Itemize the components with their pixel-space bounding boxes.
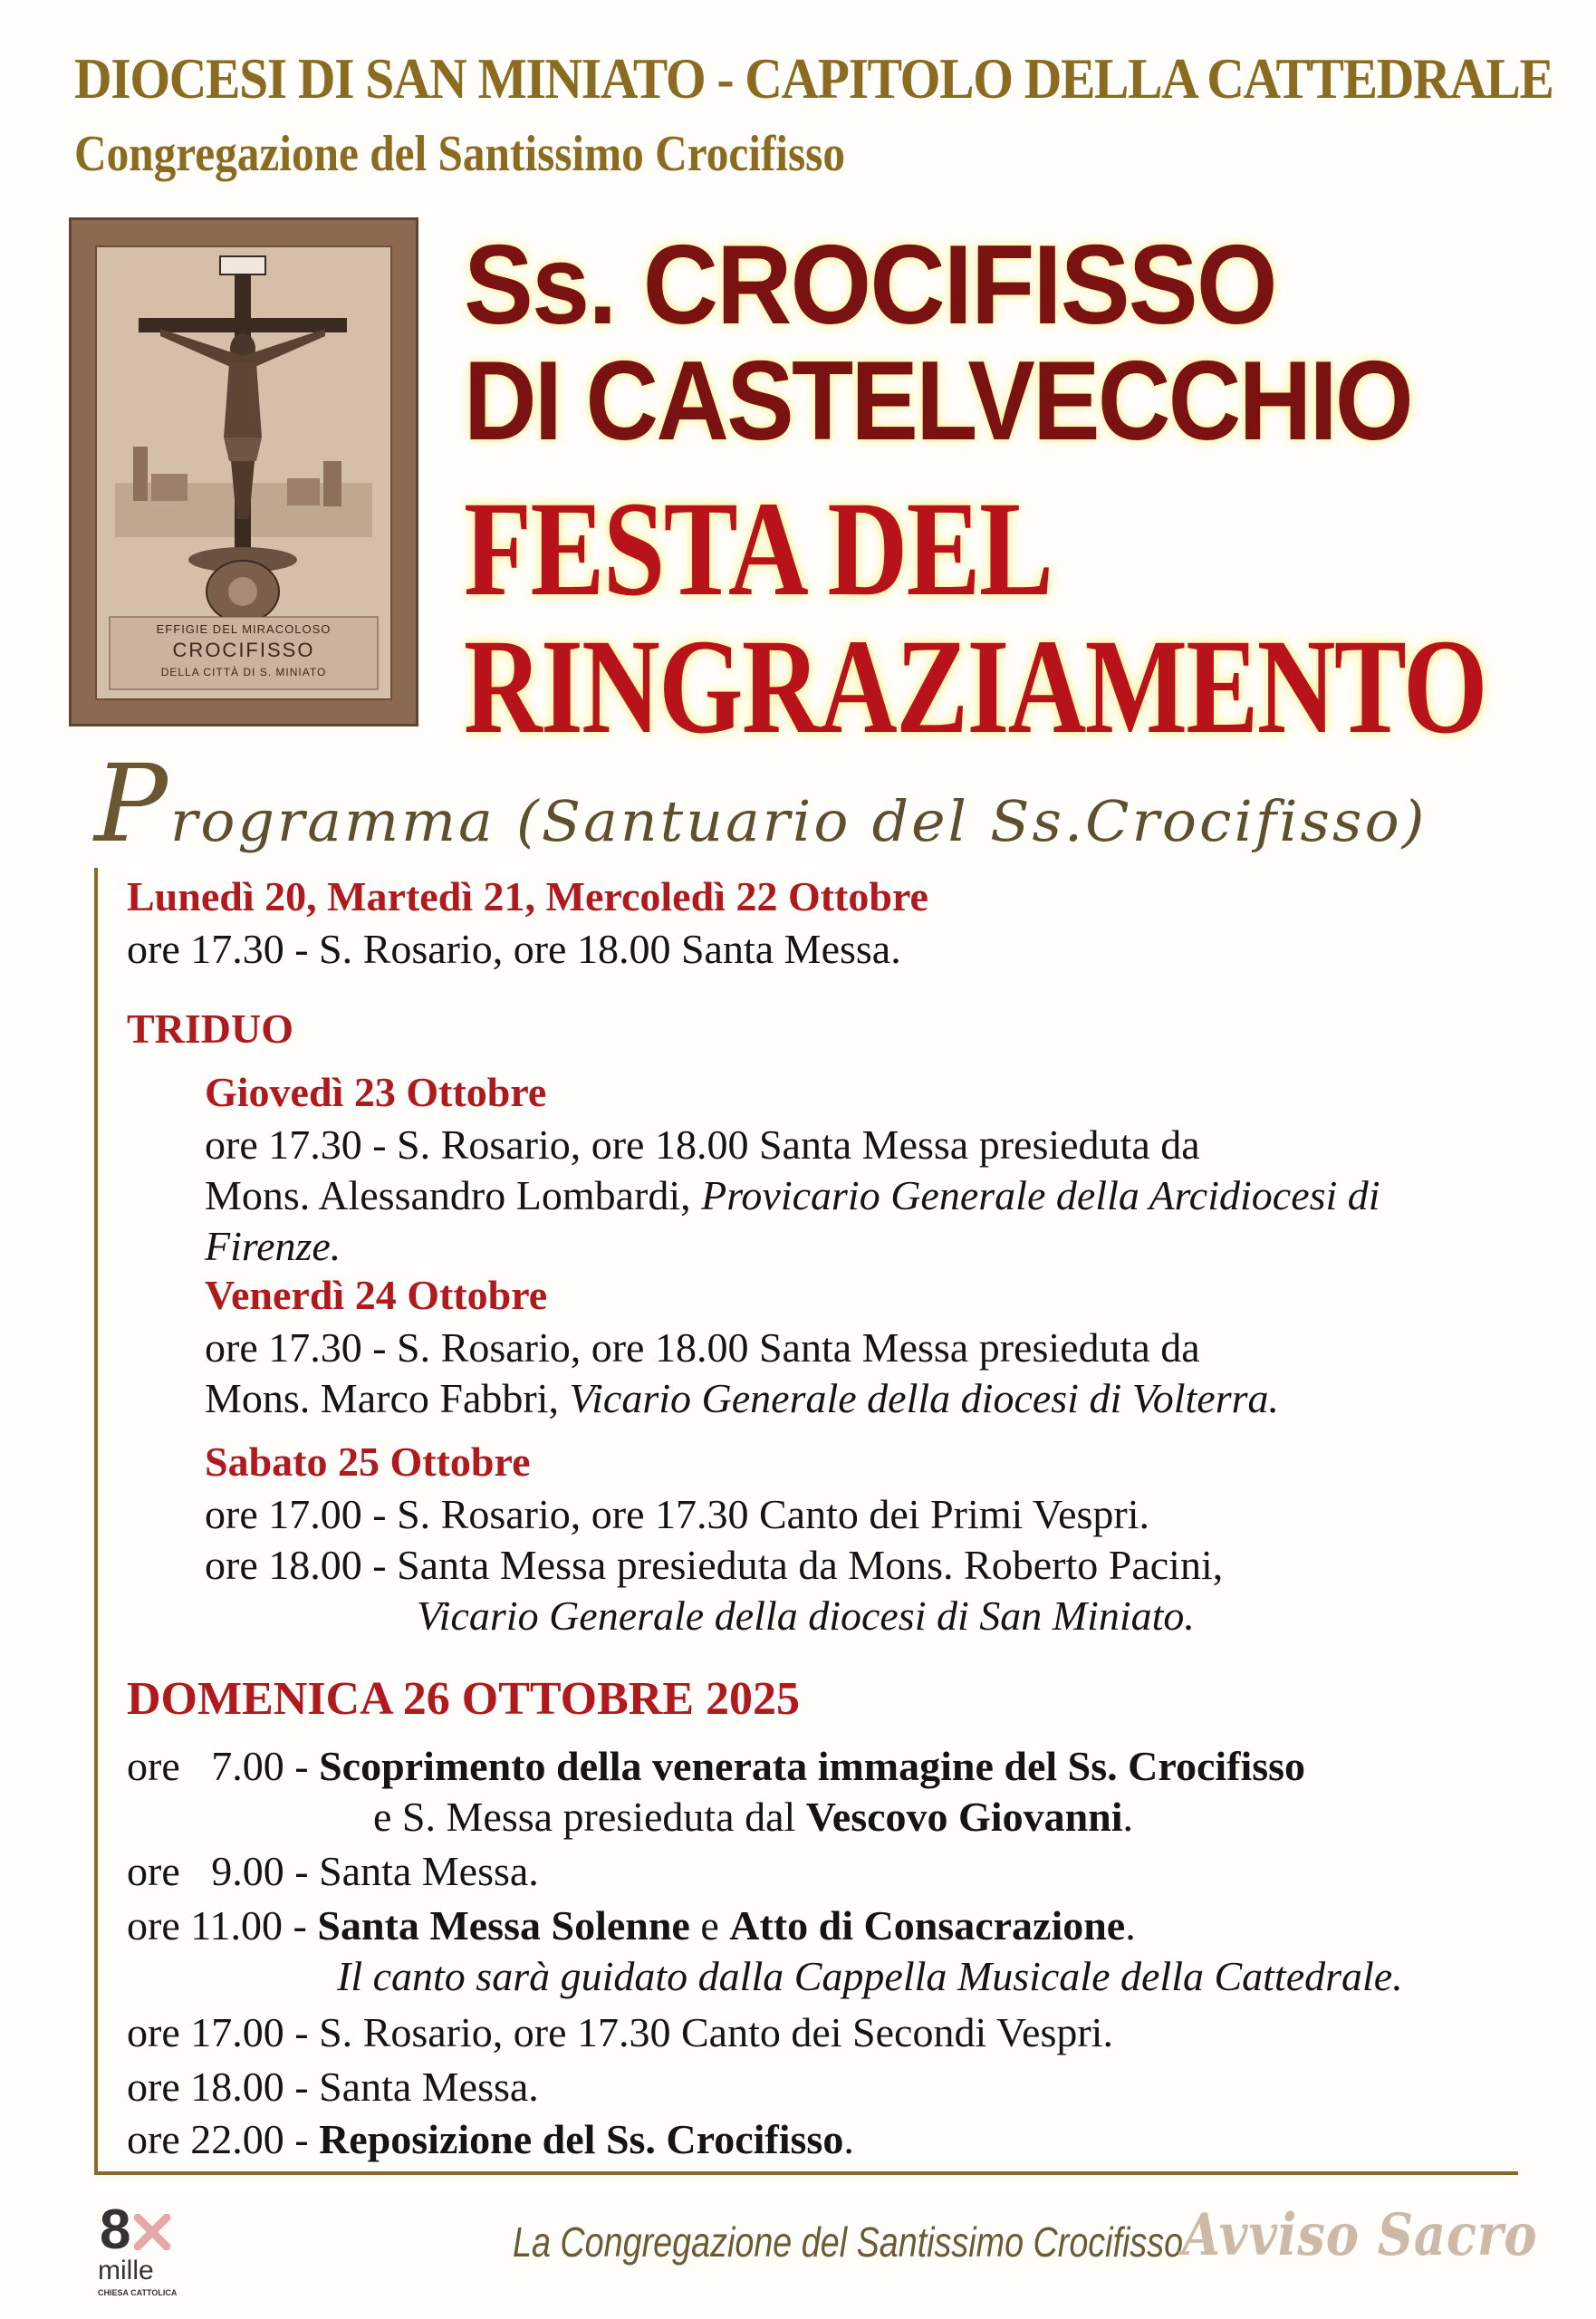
picture-frame (95, 245, 392, 700)
frame-left-line (94, 868, 98, 2174)
block1-heading: Lunedì 20, Martedì 21, Mercoledì 22 Ottobre (127, 873, 928, 919)
logo-x-icon (134, 2214, 170, 2250)
domenica-row-7b (373, 1794, 1133, 1841)
row18-time: ore 18.00 - (127, 2064, 320, 2110)
picture-caption-3: DELLA CITTÀ DI S. MINIATO (160, 666, 327, 678)
logo-mille: mille (98, 2256, 154, 2285)
logo-sub: CHIESA CATTOLICA (98, 2288, 178, 2297)
row7b-bold: Vescovo Giovanni (805, 1794, 1123, 1840)
domenica-row-22 (127, 2116, 854, 2163)
day1-heading: Giovedì 23 Ottobre (205, 1069, 547, 1115)
domenica-row-11 (127, 1902, 1136, 1949)
diocese-header: DIOCESI DI SAN MINIATO - CAPITOLO DELLA CATTEDRALE (74, 46, 1553, 111)
day3-line1-text: S. Rosario, ore 17.30 Canto dei Primi Vespri. (397, 1491, 1150, 1537)
row7-time: ore 7.00 - (127, 1743, 320, 1789)
day2-line1: ore 17.30 - S. Rosario, ore 18.00 Santa Messa presieduta da (205, 1324, 1200, 1371)
row17-text: S. Rosario, ore 17.30 Canto dei Secondi Vespri. (319, 2009, 1113, 2055)
day3-line3: Vicario Generale della diocesi di San Miniato. (417, 1593, 1195, 1639)
day3-heading: Sabato 25 Ottobre (205, 1439, 531, 1485)
row7b-end: . (1122, 1794, 1134, 1840)
row11-bold1: Santa Messa Solenne (317, 1902, 690, 1949)
title-line-2: DI CASTELVECCHIO (464, 339, 1411, 464)
title-line-1: Ss. CROCIFISSO (464, 223, 1276, 348)
row7b-text: e S. Messa presieduta dal (373, 1794, 806, 1840)
picture-caption-2: CROCIFISSO (172, 639, 315, 661)
row22-time: ore 22.00 - (127, 2116, 320, 2162)
domenica-row-9 (127, 1848, 539, 1895)
programma-heading (94, 741, 1427, 866)
domenica-row-17 (127, 2009, 1113, 2056)
row11-mid: e (689, 1902, 730, 1949)
day3-line2-text: Santa Messa presieduta da Mons. Roberto Pacini, (397, 1542, 1224, 1588)
row9-time: ore 9.00 - (127, 1848, 320, 1894)
domenica-row-11b: Il canto sarà guidato dalla Cappella Musicale della Cattedrale. (337, 1953, 1403, 1999)
day3-line2-time: ore 18.00 - (205, 1542, 398, 1588)
row11-time: ore 11.00 - (127, 1902, 318, 1949)
row22-bold: Reposizione del Ss. Crocifisso (319, 2116, 844, 2162)
day1-line3: Firenze. (205, 1223, 341, 1269)
row18-text: Santa Messa. (319, 2064, 539, 2110)
avviso-sacro: Avviso Sacro (1182, 2201, 1538, 2269)
picture-caption-1: EFFIGIE DEL MIRACOLOSO (156, 622, 332, 636)
day1-line2-name: Mons. Alessandro Lombardi, (205, 1172, 702, 1218)
day1-line2 (205, 1172, 1380, 1219)
day3-line1 (205, 1491, 1149, 1538)
footer-congregazione: La Congregazione del Santissimo Crocifisso (513, 2218, 1184, 2266)
row11-bold2: Atto di Consacrazione (729, 1902, 1126, 1949)
row9-text: Santa Messa. (319, 1848, 539, 1894)
row7-text: Scoprimento della venerata immagine del Ss. Crocifisso (319, 1743, 1306, 1789)
programma-rest: rogramma (Santuario del Ss.Crocifisso) (170, 788, 1428, 854)
day3-line1-time: ore 17.00 - (205, 1491, 398, 1537)
title-ringraziamento: RINGRAZIAMENTO (464, 611, 1486, 762)
row22-end: . (843, 2116, 854, 2162)
day2-heading: Venerdì 24 Ottobre (205, 1272, 548, 1318)
row11-end: . (1125, 1902, 1136, 1949)
domenica-row-18 (127, 2064, 539, 2111)
title-festa: FESTA DEL (464, 474, 1053, 624)
block1-line: ore 17.30 - S. Rosario, ore 18.00 Santa Messa. (127, 926, 901, 972)
day2-line2-role: Vicario Generale della diocesi di Volterra. (569, 1375, 1280, 1421)
domenica-row-7 (127, 1743, 1305, 1790)
day1-line1: ore 17.30 - S. Rosario, ore 18.00 Santa Messa presieduta da (205, 1121, 1200, 1168)
day1-line2-role: Provicario Generale della Arcidiocesi di (701, 1172, 1380, 1218)
day2-line2-name: Mons. Marco Fabbri, (205, 1375, 570, 1421)
otto-per-mille-logo (94, 2201, 203, 2310)
logo-eight: 8 (100, 2199, 131, 2261)
congregation-header: Congregazione del Santissimo Crocifisso (74, 126, 846, 182)
programma-initial: P (94, 741, 171, 866)
crucifix-picture (69, 217, 418, 726)
day2-line2 (205, 1375, 1279, 1422)
frame-bottom-line (94, 2171, 1518, 2175)
domenica-heading: DOMENICA 26 OTTOBRE 2025 (127, 1673, 801, 1725)
triduo-heading: TRIDUO (127, 1006, 294, 1052)
day3-line2 (205, 1542, 1223, 1589)
row17-time: ore 17.00 - (127, 2009, 320, 2055)
